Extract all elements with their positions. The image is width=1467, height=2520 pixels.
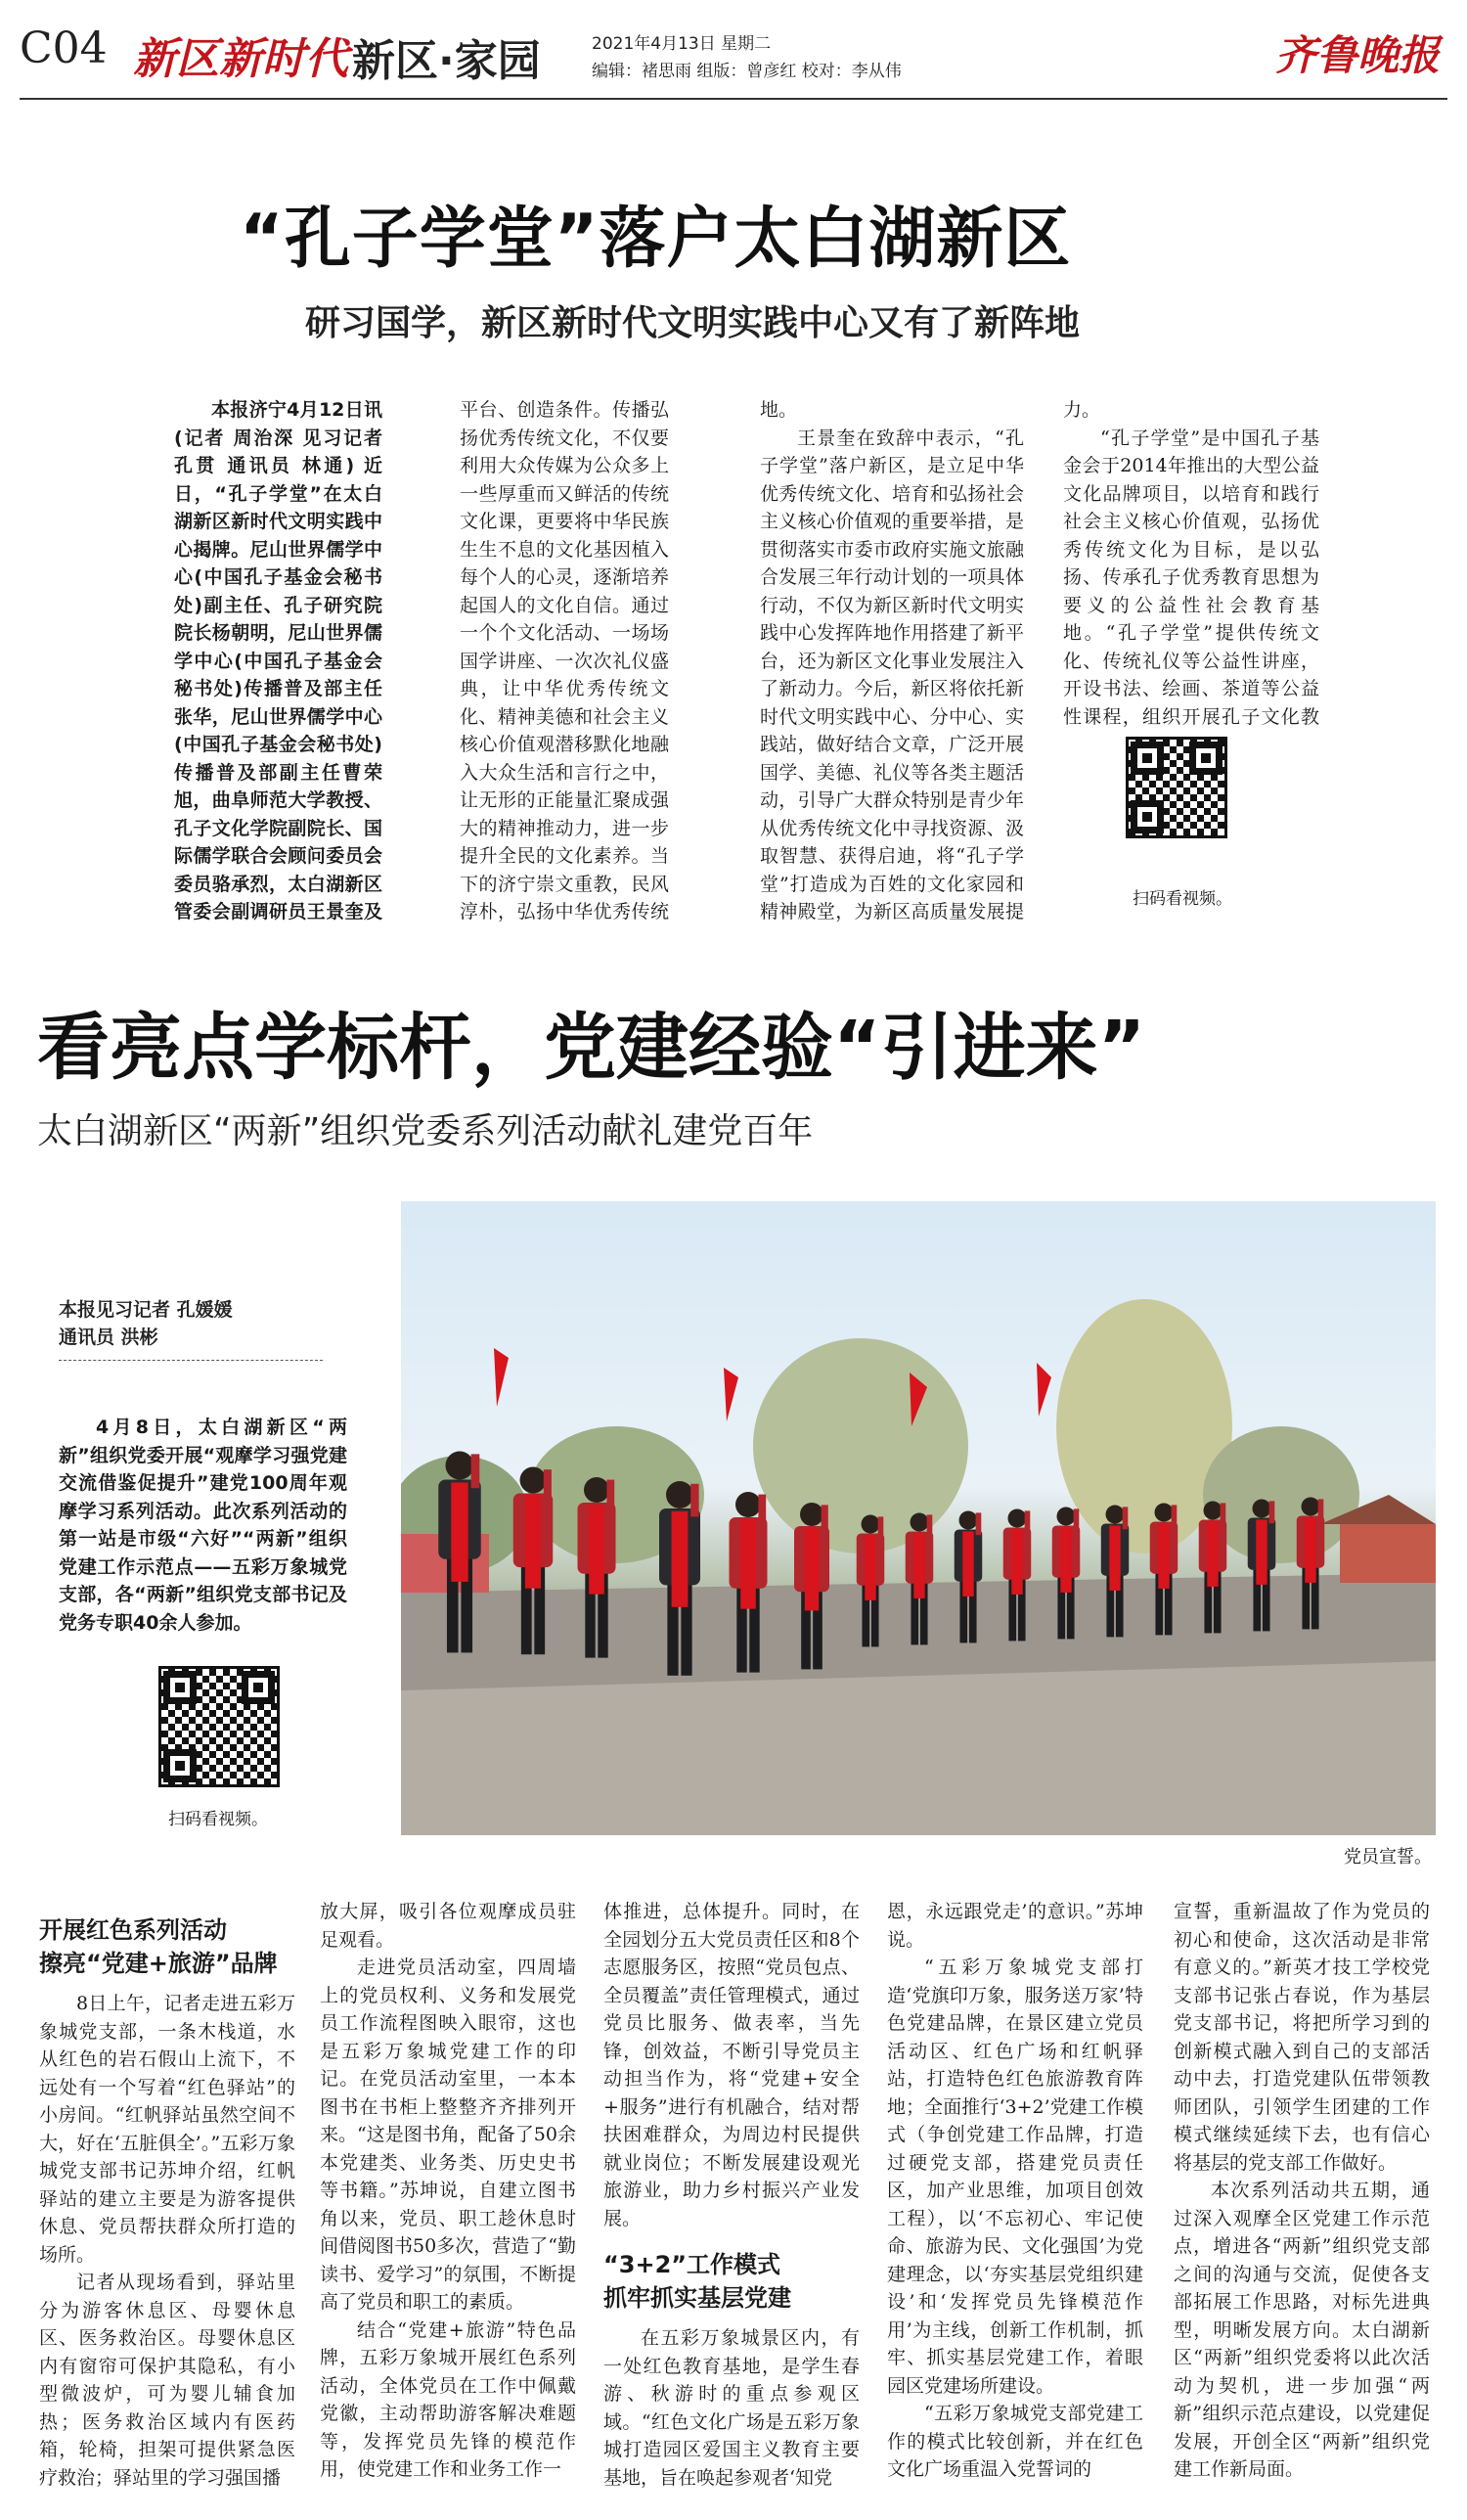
- story1-qr-caption: 扫码看视频。: [1133, 889, 1232, 909]
- story2-subheadline: 太白湖新区“两新”组织党委系列活动献礼建党百年: [37, 1111, 814, 1151]
- story1-paragraph: 平台、创造条件。传播弘扬优秀传统文化，不仅要利用大众传媒为公众多上一些厚重而又鲜活的传统文化课，更要将中华民族生生不息的文化基因植入每个人的心灵，逐渐培养起国人的文化自信。通过一个个文化活动、一场场国学讲座、一次次礼仪盛典，让中华优秀传统文化、精神美德和社会主义核心价值观潜移默化地融入大众生活和言行之中，让无形的正能量汇聚成强大的精神推动力，进一步提升全民的文化素养。当下的济宁崇文重教，民风淳朴，弘扬中华优秀传统: [460, 399, 669, 922]
- story2-paragraph: “五彩万象城党支部党建工作的模式比较创新，并在红色文化广场重温入党誓词的: [887, 2403, 1143, 2480]
- story2-paragraph: 记者从现场看到，驿站里分为游客休息区、母婴休息区、医务救治区。母婴休息区内有窗帘可保护其隐私，有小型微波炉，可为婴儿辅食加热；医务救治区域内有医药箱，轮椅，担架可提供紧急医疗救治；驿站里的学习强国播: [39, 2272, 295, 2489]
- subheading-3plus2: “3+2”工作模式 抓牢抓实基层党建: [603, 2251, 791, 2312]
- story2-paragraph: 8日上午，记者走进五彩万象城党支部，一条木栈道，水从红色的岩石假山上流下，不远处有一个写着“红色驿站”的小房间。“红帆驿站虽然空间不大，好在‘五脏俱全’。”五彩万象城党支部书记苏坤介绍，红帆驿站的建立主要是为游客提供休息、党员帮扶群众所打造的场所。: [39, 1993, 295, 2266]
- story1-column-3: [760, 396, 1024, 924]
- photo-caption: 党员宣誓。: [1344, 1847, 1432, 1868]
- story2-paragraph: 恩，永远跟党走’的意识。”苏坤说。: [887, 1901, 1143, 1951]
- story2-paragraph: 放大屏，吸引各位观摩成员驻足观看。: [320, 1901, 576, 1951]
- story2-paragraph: 本次系列活动共五期，通过深入观摩全区党建工作示范点，增进各“两新”组织党支部之间的沟通与交流，促使各支部拓展工作思路，对标先进典型，明晰发展方向。太白湖新区“两新”组织党委将以此次活动为契机，进一步加强“两新”组织示范点建设，以党建促发展，开创全区“两新”组织党建工作新局面。: [1174, 2180, 1430, 2480]
- story2-lead-text: 4月8日，太白湖新区“两新”组织党委开展“观摩学习强党建 交流借鉴促提升”建党100周年观摩学习系列活动。此次系列活动的第一站是市级“六好”“两新”组织党建工作示范点——五彩万象城党支部，各“两新”组织党支部书记及党务专职40余人参加。: [59, 1417, 347, 1634]
- story2-paragraph: 走进党员活动室，四周墙上的党员权利、义务和发展党员工作流程图映入眼帘，这也是五彩万象城党建工作的印记。在党员活动室里，一本本图书在书柜上整整齐齐排列开来。“这是图书角，配备了50余本党建类、业务类、历史史书等书籍。”苏坤说，自建立图书角以来，党员、职工趁休息时间借阅图书50多次，营造了“勤读书、爱学习”的氛围，不断提高了党员和职工的素质。: [320, 1957, 576, 2313]
- story2-paragraph: 结合“党建+旅游”特色品牌，五彩万象城开展红色系列活动，全体党员在工作中佩戴党徽，主动帮助游客解决难题等，发挥党员先锋的模范作用，使党建工作和业务工作一: [320, 2318, 576, 2480]
- story2-column-2: [320, 1898, 576, 2514]
- story2-paragraph: 在五彩万象城景区内，有一处红色教育基地，是学生春游、秋游时的重点参观区域。“红色文化广场是五彩万象城打造园区爱国主义教育主要基地，旨在唤起参观者‘知党: [603, 2327, 860, 2489]
- story1-headline: “孔子学堂”落户太白湖新区: [240, 201, 1072, 278]
- photo-party-oath: [401, 1201, 1436, 1835]
- story2-paragraph: 宣誓，重新温故了作为党员的初心和使命，这次活动是非常有意义的。”新英才技工学校党支部书记张占春说，作为基层党支部书记，将把所学习到的创新模式融入到自己的支部活动中去，打造党建队伍带领教师团队，引领学生团建的工作模式继续延续下去，也有信心将基层的党支部工作做好。: [1174, 1901, 1430, 2174]
- story2-paragraph: 体推进，总体提升。同时，在全园划分五大党员责任区和8个志愿服务区，按照“党员包点、全员覆盖”责任管理模式，通过党员比服务、做表率，当先锋，创效益，不断引导党员主动担当作为，将“党建+安全+服务”进行有机融合，结对帮扶困难群众，为周边村民提供就业岗位；不断发展建设观光旅游业，助力乡村振兴产业发展。: [603, 1901, 860, 2229]
- photo-illustration: [401, 1201, 1436, 1835]
- story2-headline: 看亮点学标杆，党建经验“引进来”: [37, 1006, 1146, 1090]
- story2-paragraph: “五彩万象城党支部打造‘党旗印万象，服务送万家’特色党建品牌，在景区建立党员活动区、红色广场和红帆驿站，打造特色红色旅游教育阵地；全面推行‘3+2’党建工作模式（争创党建工作品牌，打造过硬党支部，搭建党员责任区，加产业思维，加项目创效工程），以‘不忘初心、牢记使命、旅游为民、文化强国’为党建理念，以‘夯实基层党组织建设’和‘发挥党员先锋模范作用’为主线，创新工作机制，抓牢、抓实基层党建工作，着眼园区党建场所建设。: [887, 1957, 1143, 2397]
- story1-column-1: [174, 396, 382, 924]
- story2-column-3: [603, 1898, 860, 2514]
- byline-reporter: 本报见习记者 孔媛媛: [59, 1299, 233, 1321]
- story1-qr-code[interactable]: [1126, 737, 1227, 838]
- editor-credits: 编辑：褚思雨 组版：曾彦红 校对：李从伟: [592, 62, 902, 81]
- story2-column-1: [39, 1898, 295, 2514]
- story2-qr-code[interactable]: [158, 1666, 280, 1787]
- story1-paragraph: 力。: [1063, 399, 1101, 421]
- paper-logo: 齐鲁晚报: [1274, 31, 1440, 79]
- story2-column-4: [887, 1898, 1143, 2514]
- masthead-rule: [20, 98, 1447, 100]
- story1-subheadline: 研习国学，新区新时代文明实践中心又有了新阵地: [305, 303, 1081, 343]
- page-number: C04: [20, 23, 108, 73]
- byline-correspondent: 通讯员 洪彬: [59, 1327, 158, 1348]
- brand-logo: 新区新时代: [133, 34, 348, 84]
- story1-paragraph: 王景奎在致辞中表示，“孔子学堂”落户新区，是立足中华优秀传统文化、培育和弘扬社会主义核心价值观的重要举措，是贯彻落实市委市政府实施文旅融合发展三年行动计划的一项具体行动，不仅为新区新时代文明实践中心发挥阵地作用搭建了新平台，还为新区文化事业发展注入了新动力。今后，新区将依托新时代文明实践中心、分中心、实践站，做好结合文章，广泛开展国学、美德、礼仪等各类主题活动，引导广大群众特别是青少年从优秀传统文化中寻找资源、汲取智慧、获得启迪，将“孔子学堂”打造成为百姓的文化家园和精神殿堂，为新区高质量发展提: [760, 427, 1024, 922]
- story1-column-2: [460, 396, 669, 924]
- subheading-red-activity: 开展红色系列活动 擦亮“党建+旅游”品牌: [39, 1916, 278, 1977]
- story2-byline: [59, 1296, 233, 1351]
- story1-lead: 本报济宁4月12日讯(记者 周治深 见习记者 孔贯 通讯员 林通) 近日，“孔子学堂”在太白湖新区新时代文明实践中心揭牌。尼山世界儒学中心(中国孔子基金会秘书处)副主任、孔子研究院院长杨朝明，尼山世界儒学中心(中国孔子基金会秘书处)传播普及部主任张华，尼山世界儒学中心(中国孔子基金会秘书处)传播普及部副主任曹荣旭，曲阜师范大学教授、孔子文化学院副院长、国际儒学联合会顾问委员会委员骆承烈，太白湖新区管委会副调研员王景奎及: [174, 399, 382, 922]
- story2-lead: [59, 1414, 347, 1639]
- story1-paragraph: “孔子学堂”是中国孔子基金会于2014年推出的大型公益文化品牌项目，以培育和践行社会主义核心价值观，弘扬优秀传统文化为目标，是以弘扬、传承孔子优秀教育思想为要义的公益性社会教育基地。“孔子学堂”提供传统文化、传统礼仪等公益性讲座，开设书法、绘画、茶道等公益性课程，组织开展孔子文化教: [1063, 427, 1319, 728]
- story2-column-5: [1174, 1898, 1430, 2514]
- byline-divider: [59, 1360, 323, 1361]
- masthead: [0, 0, 1467, 108]
- story1-paragraph: 地。: [760, 399, 798, 421]
- story2-qr-caption: 扫码看视频。: [168, 1810, 268, 1829]
- issue-date: 2021年4月13日 星期二: [592, 34, 772, 54]
- story1-column-4: [1063, 396, 1319, 729]
- section-title: 新区·家园: [352, 36, 541, 86]
